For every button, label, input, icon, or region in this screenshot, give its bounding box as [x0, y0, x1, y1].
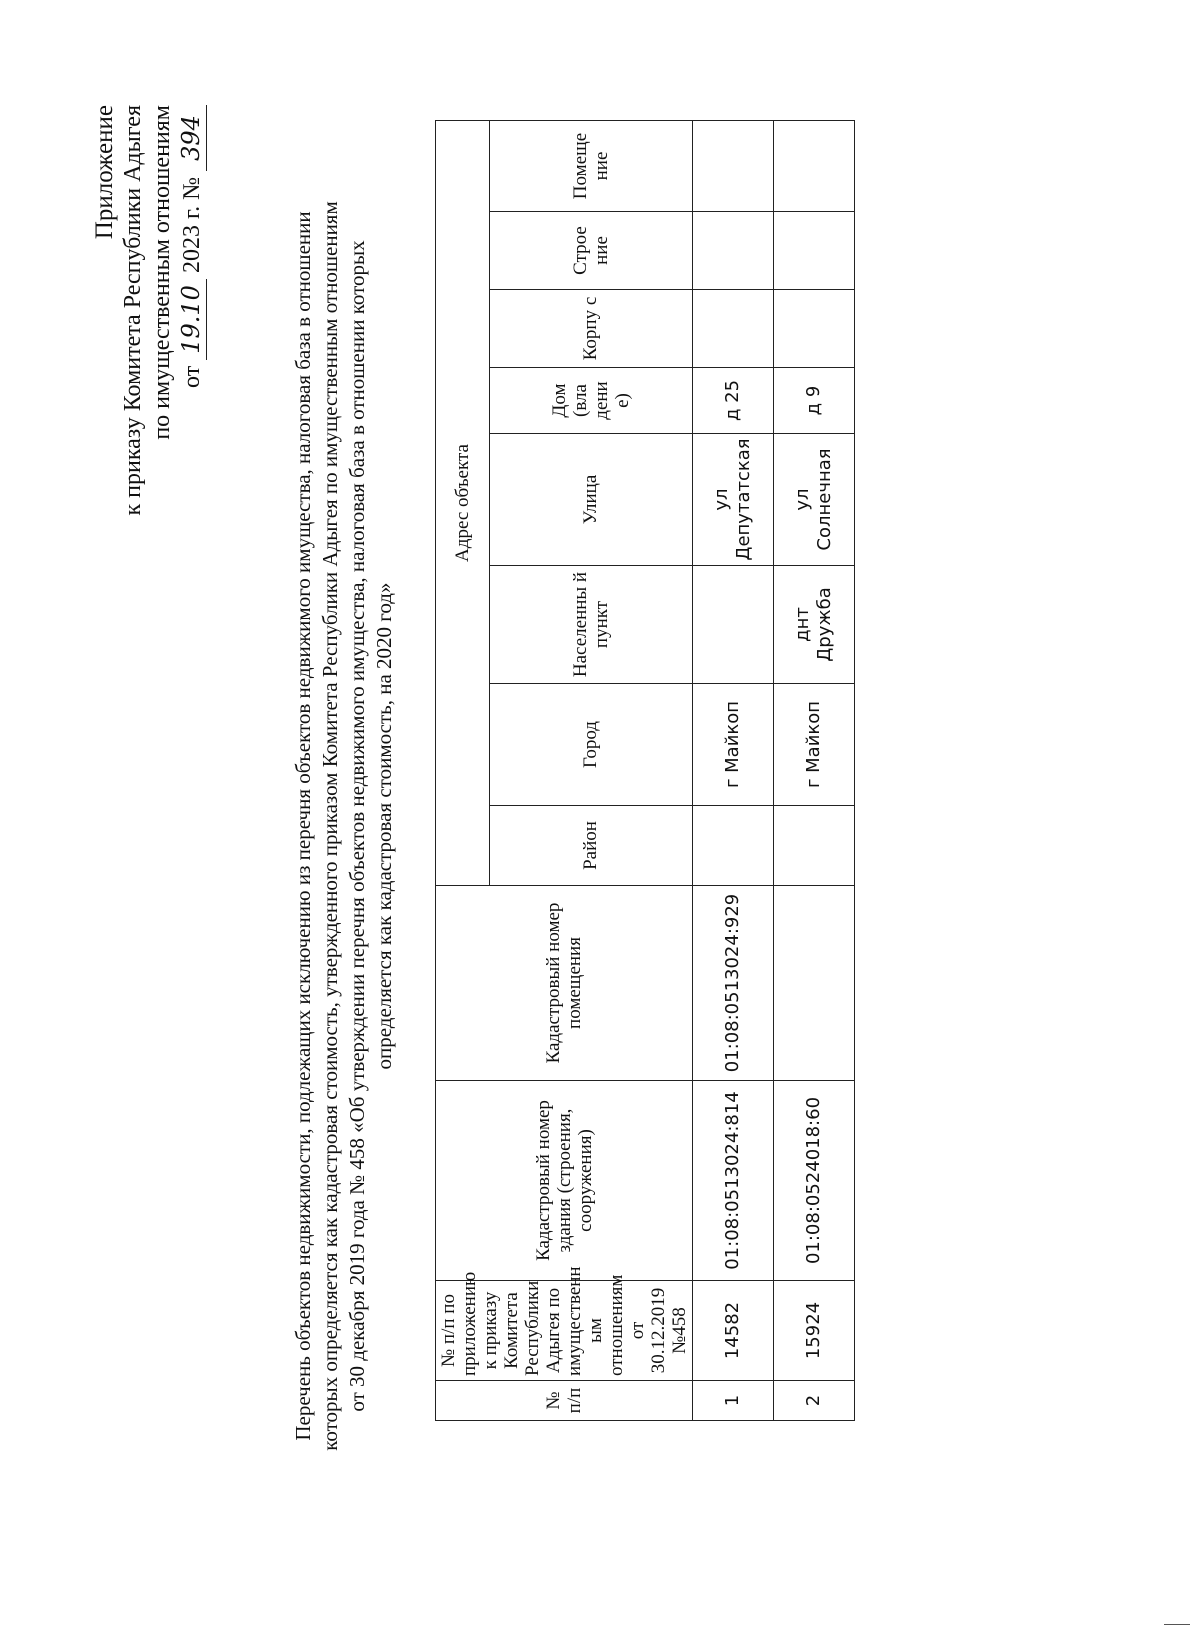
header-structure: Строе ние: [489, 212, 692, 290]
cell-district: [774, 806, 855, 886]
header-street: Улица: [489, 434, 692, 566]
header-settlement: Населенны й пункт: [489, 566, 692, 684]
cell-premise: [774, 120, 855, 211]
cell-premise: [693, 120, 774, 211]
cell-settlement: [693, 566, 774, 684]
cell-cad-building: 01:08:0513024:814: [693, 1081, 774, 1281]
header-district: Район: [489, 806, 692, 886]
cell-cad-premise: [774, 886, 855, 1081]
document-heading: Перечень объектов недвижимости, подлежащих исключению из перечня объектов недвижимого имущества, налоговая база в отношении которых определяется как кадастровая стоимость, утвержденного приказом Комитета Республики Адыгея по имущественным отношениям от 30 декабря 2019 года № 458 «Об утверждении перечня объектов недвижимого имущества, налоговая база в отношении которых определяется как кадастровая стоимость, на 2020 год»: [291, 201, 396, 1451]
header-num: № п/п: [436, 1381, 693, 1421]
cell-num-appendix: 15924: [774, 1281, 855, 1381]
cell-num-appendix: 14582: [693, 1281, 774, 1381]
cell-house: д 25: [693, 368, 774, 434]
cell-building: [693, 290, 774, 368]
header-house: Дом (вла дени е): [489, 368, 692, 434]
table-row: [693, 120, 774, 1420]
cell-cad-building: 01:08:0524018:60: [774, 1081, 855, 1281]
scan-edge-mark: [1164, 1624, 1190, 1625]
cell-district: [693, 806, 774, 886]
cell-structure: [774, 212, 855, 290]
header-cad-premise: Кадастровый номер помещения: [436, 886, 693, 1081]
cell-street: ул Солнечная: [774, 434, 855, 566]
cell-num: 2: [774, 1381, 855, 1421]
appendix-date-line: [177, 105, 207, 516]
cell-city: г Майкоп: [774, 684, 855, 806]
date-year: 2023 г. №: [179, 177, 205, 274]
date-day-handwritten: 19.10: [177, 279, 207, 360]
cell-street: ул Депутатская: [693, 434, 774, 566]
header-city: Город: [489, 684, 692, 806]
appendix-line-1: к приказу Комитета Республики Адыгея: [120, 105, 146, 516]
appendix-title: Приложение: [91, 105, 118, 240]
header-cad-building: Кадастровый номер здания (строения, сооружения): [436, 1081, 693, 1281]
cell-house: д 9: [774, 368, 855, 434]
cell-settlement: днт Дружба: [774, 566, 855, 684]
cell-city: г Майкоп: [693, 684, 774, 806]
cell-cad-premise: 01:08:0513024:929: [693, 886, 774, 1081]
cell-num: 1: [693, 1381, 774, 1421]
objects-table: [435, 120, 855, 1421]
cell-building: [774, 290, 855, 368]
table-row: [774, 120, 855, 1420]
cell-structure: [693, 212, 774, 290]
header-premise: Помеще ние: [489, 120, 692, 211]
header-building: Корпу с: [489, 290, 692, 368]
appendix-line-2: по имущественным отношениям: [149, 105, 175, 440]
date-prefix: от: [179, 365, 205, 388]
header-num-appendix: № п/п по приложению к приказу Комитета Республики Адыгея по имущественн ым отношениям от 30.12.2019 №458: [436, 1281, 693, 1381]
header-address-group: Адрес объекта: [436, 120, 490, 885]
appendix-block: [90, 105, 207, 516]
order-number-handwritten: 394: [177, 105, 207, 171]
